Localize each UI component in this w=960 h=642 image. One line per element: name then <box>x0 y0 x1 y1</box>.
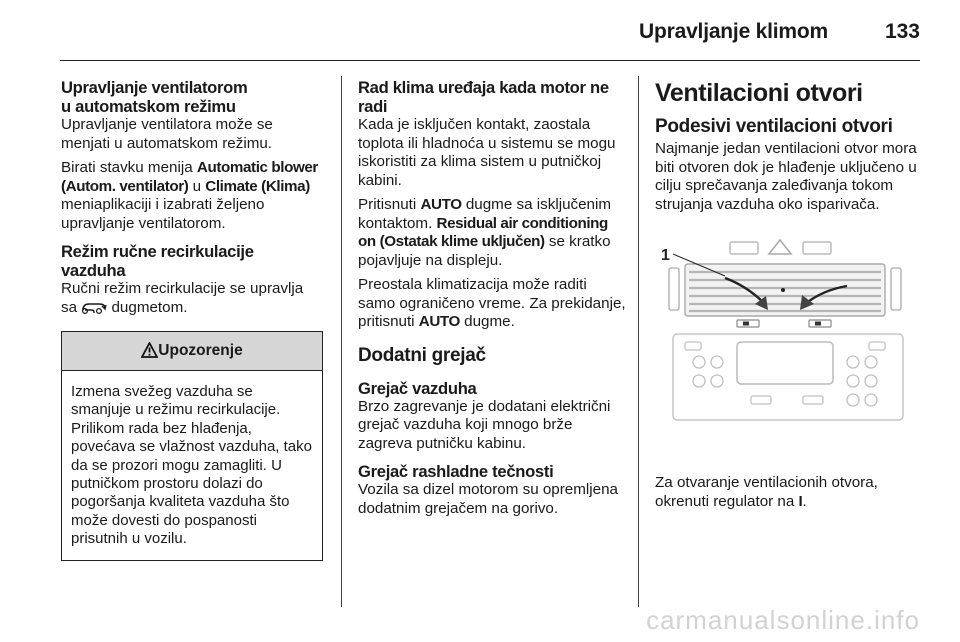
text: Preostala klimatizacija može raditi samo ograničeno vreme. Za prekidanje, pritisnuti <box>358 276 626 330</box>
ac-paragraph-3 <box>358 276 626 332</box>
ac-engine-off-heading: Rad klima uređaja kada motor ne radi <box>358 78 609 116</box>
text: se kratko pojavljuje na displeju. <box>358 233 611 269</box>
recirculation-heading-line: vazduha <box>61 261 126 280</box>
vents-caption <box>655 474 923 511</box>
warning-text: Izmena svežeg vazduha se smanjuje u režimu recirkulacije. Prilikom rada bez hlađenja, povećava se vlažnost vazduha, tako da se prozori mogu zamagliti. U putničkom prostoru dolazi do pogoršanja kvaliteta vazduha što može dovesti do pospanosti prisutnih u vozilu. <box>71 383 312 548</box>
column-3 <box>655 78 923 511</box>
menu-item-automatic-blower: Automatic blower (Autom. ventilator) <box>61 159 318 195</box>
fan-paragraph-1: Upravljanje ventilatora može se menjati u automatskom režimu. <box>61 116 273 152</box>
position-label: I <box>798 492 803 510</box>
watermark: carmanualsonline.info <box>646 605 920 635</box>
column-divider <box>341 76 342 607</box>
fan-heading-line: Upravljanje ventilatorom <box>61 78 248 97</box>
air-heater-paragraph: Brzo zagrevanje je dodatani električni grejač vazduha koji mnogo brže zagreva putničku kabinu. <box>358 397 611 452</box>
recirculation-paragraph <box>61 280 323 320</box>
warning-triangle-icon <box>141 335 158 373</box>
column-2 <box>358 78 626 518</box>
column-divider <box>638 76 639 607</box>
auto-button-label: AUTO <box>420 196 462 213</box>
text: dugme. <box>459 313 515 330</box>
ac-paragraph-2 <box>358 196 626 270</box>
auto-button-label: AUTO <box>418 313 460 330</box>
air-heater-heading: Grejač vazduha <box>358 378 477 398</box>
text: meniaplikaciji i izabrati željeno upravljanje ventilatorom. <box>61 196 265 232</box>
fan-paragraph-2 <box>61 159 323 233</box>
residual-ac-message: Residual air conditioning on (Ostatak klime uključen) <box>358 214 608 250</box>
callout-number: 1 <box>661 247 670 264</box>
ac-paragraph-1: Kada je isključen kontakt, zaostala toplota ili hladnoća u sistemu se mogu iskoristiti za klima sistem u putničkoj kabini. <box>358 116 616 189</box>
text: u <box>188 177 206 195</box>
text: Pritisnuti <box>358 196 421 213</box>
text: dugmetom. <box>107 298 188 316</box>
header-title: Upravljanje klimom <box>639 20 828 43</box>
fan-heading-line: u automatskom režimu <box>61 97 236 116</box>
text: . <box>802 492 807 510</box>
vents-heading: Ventilacioni otvori <box>655 79 863 107</box>
adjustable-vents-paragraph: Najmanje jedan ventilacioni otvor mora biti otvoren dok je hlađenje uključeno u cilju sprečavanja zaleđivanja tokom strujanja vazduha oko isparivača. <box>655 140 917 213</box>
extra-heater-heading: Dodatni grejač <box>358 344 486 366</box>
page-header <box>60 20 920 60</box>
recirculation-icon <box>81 300 107 321</box>
text: Ručni režim recirkulacije se upravlja sa <box>61 280 304 316</box>
fan-heading <box>61 78 323 116</box>
coolant-heater-paragraph: Vozila sa dizel motorom su opremljena dodatnim grejačem na gorivo. <box>358 481 618 517</box>
warning-title: Upozorenje <box>158 342 243 359</box>
coolant-heater-heading: Grejač rashladne tečnosti <box>358 462 554 481</box>
vent-illustration <box>655 238 921 428</box>
header-rule <box>60 60 920 61</box>
adjustable-vents-heading: Podesivi ventilacioni otvori <box>655 116 893 137</box>
warning-header <box>62 332 322 371</box>
text: Birati stavku menija <box>61 159 197 176</box>
text: dugme sa isključenim kontaktom. <box>358 196 612 232</box>
recirculation-heading <box>61 242 323 280</box>
recirculation-heading-line: Režim ručne recirkulacije <box>61 242 254 261</box>
column-1 <box>61 78 323 561</box>
text: Za otvaranje ventilacionih otvora, okrenuti regulator na <box>655 474 878 510</box>
warning-box <box>61 331 323 561</box>
menu-item-climate: Climate (Klima) <box>205 177 310 195</box>
dashboard-vent-drawing <box>655 238 921 428</box>
page-number: 133 <box>884 20 920 43</box>
